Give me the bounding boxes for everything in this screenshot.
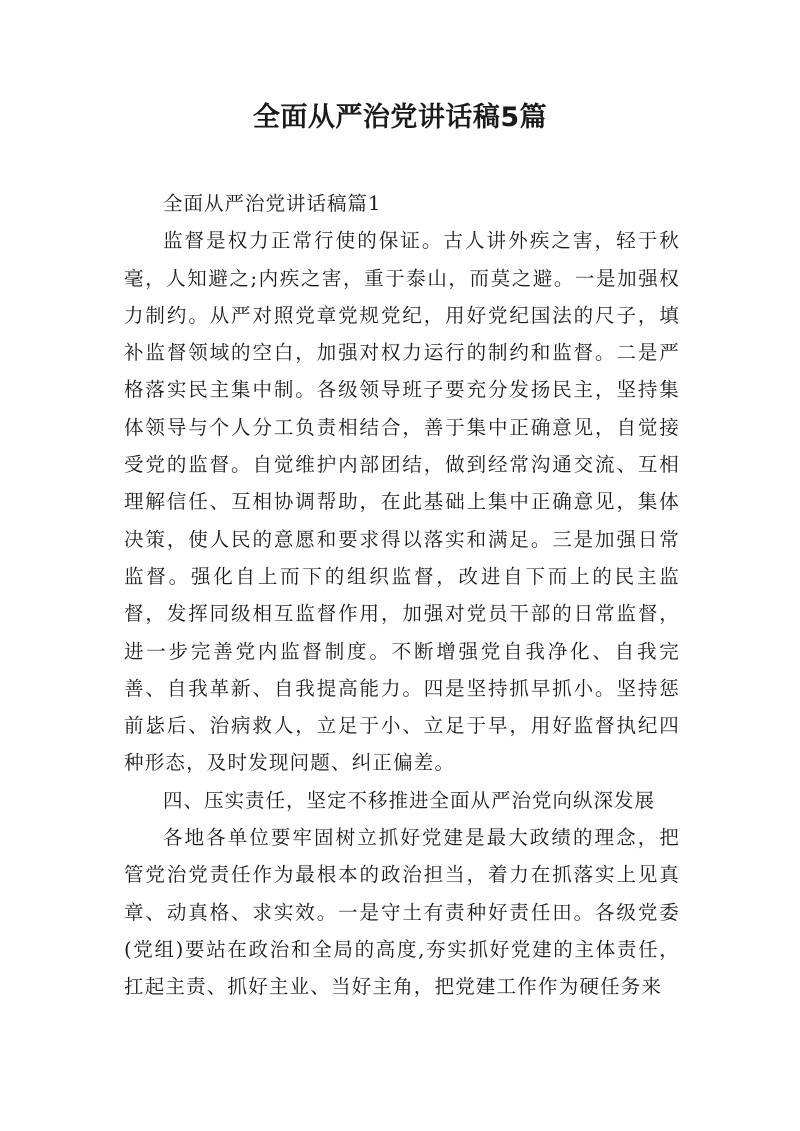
- section-heading: 四、压实责任，坚定不移推进全面从严治党向纵深发展: [163, 788, 656, 812]
- body-paragraph: 各地各单位要牢固树立抓好党建是最大政绩的理念，把管党治党责任作为最根本的政治担当，着力在抓落实上见真章、动真格、求实效。一是守土有责种好责任田。各级党委(党组)要站在政治和全局的高度,夯实抓好党建的主体责任，扛起主责、抓好主业、当好主角，把党建工作作为硬任务来: [124, 826, 680, 999]
- section-heading: 全面从严治党讲话稿篇1: [163, 192, 382, 215]
- document-body: [124, 185, 680, 1006]
- document-title: 全面从严治党讲话稿5篇: [252, 102, 548, 133]
- body-paragraph: 监督是权力正常行使的保证。古人讲外疾之害，轻于秋毫，人知避之;内疾之害，重于泰山，而莫之避。一是加强权力制约。从严对照党章党规党纪，用好党纪国法的尺子，填补监督领域的空白，加强对权力运行的制约和监督。二是严格落实民主集中制。各级领导班子要充分发扬民主，坚持集体领导与个人分工负责相结合，善于集中正确意见，自觉接受党的监督。自觉维护内部团结，做到经常沟通交流、互相理解信任、互相协调帮助，在此基础上集中正确意见，集体决策，使人民的意愿和要求得以落实和满足。三是加强日常监督。强化自上而下的组织监督，改进自下而上的民主监督，发挥同级相互监督作用，加强对党员干部的日常监督，进一步完善党内监督制度。不断增强党自我净化、自我完善、自我革新、自我提高能力。四是坚持抓早抓小。坚持惩前毖后、治病救人，立足于小、立足于早，用好监督执纪四种形态，及时发现问题、纠正偏差。: [124, 229, 680, 775]
